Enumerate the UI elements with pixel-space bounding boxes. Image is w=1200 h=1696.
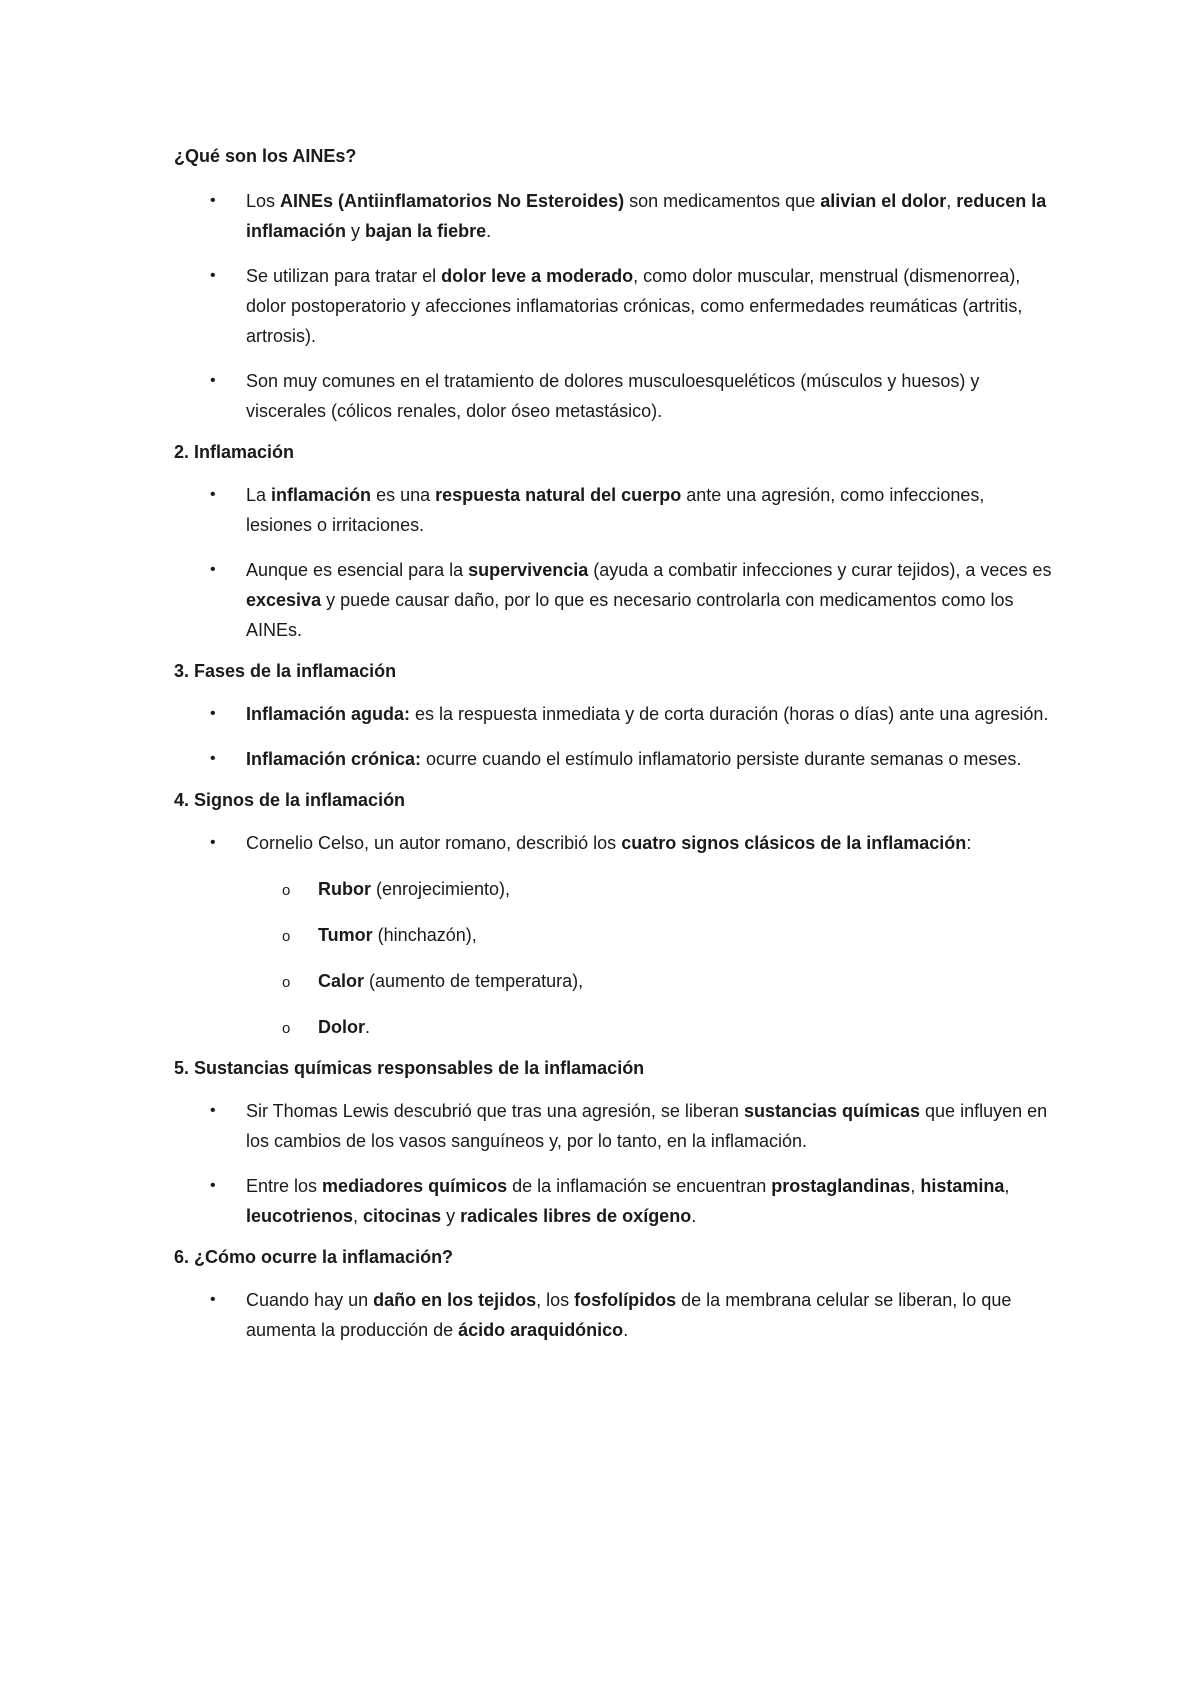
bullet-icon: • [210,1102,216,1119]
list-item: • Los AINEs (Antiinflamatorios No Esteroides) son medicamentos que alivian el dolor, reducen la inflamación y bajan la fiebre. [174,186,1054,246]
sub-list-item: o Tumor (hinchazón), [174,920,1054,950]
list-item: • Cuando hay un daño en los tejidos, los fosfolípidos de la membrana celular se liberan, lo que aumenta la producción de ácido araquidónico. [174,1285,1054,1345]
bullet-icon: • [210,486,216,503]
list-item: • Inflamación crónica: ocurre cuando el estímulo inflamatorio persiste durante semanas o meses. [174,744,1054,774]
bullet-icon: • [210,372,216,389]
bullet-list [174,1096,1054,1231]
bullet-list [174,828,1054,1042]
section-title: 4. Signos de la inflamación [174,790,406,810]
section-title: 5. Sustancias químicas responsables de la inflamación [174,1058,645,1078]
bullet-icon: • [210,192,216,209]
list-item: • Entre los mediadores químicos de la inflamación se encuentran prostaglandinas, histamina, leucotrienos, citocinas y radicales libres de oxígeno. [174,1171,1054,1231]
sub-list-item: o Dolor. [174,1012,1054,1042]
bullet-icon: • [210,750,216,767]
list-item: • La inflamación es una respuesta natural del cuerpo ante una agresión, como infecciones, lesiones o irritaciones. [174,480,1054,540]
sub-list [174,874,1054,1042]
list-item: • Cornelio Celso, un autor romano, describió los cuatro signos clásicos de la inflamación: o Rubor (enrojecimiento), o Tumor (hinchazón), o Calor (aumento de temperatura), o Dolor. [174,828,1054,1042]
bullet-icon: • [210,1177,216,1194]
list-item: • Se utilizan para tratar el dolor leve a moderado, como dolor muscular, menstrual (dismenorrea), dolor postoperatorio y afecciones inflamatorias crónicas, como enfermedades reumáticas (artritis, artrosis). [174,261,1054,351]
circle-bullet-icon: o [282,1020,291,1037]
circle-bullet-icon: o [282,882,291,899]
section-title: 3. Fases de la inflamación [174,661,397,681]
circle-bullet-icon: o [282,928,291,945]
sub-list-item: o Rubor (enrojecimiento), [174,874,1054,904]
section-title: ¿Qué son los AINEs? [174,146,357,166]
list-item: • Inflamación aguda: es la respuesta inmediata y de corta duración (horas o días) ante una agresión. [174,699,1054,729]
list-item: • Aunque es esencial para la supervivencia (ayuda a combatir infecciones y curar tejidos), a veces es excesiva y puede causar daño, por lo que es necesario controlarla con medicamentos como los AINEs. [174,555,1054,645]
sub-list-item: o Calor (aumento de temperatura), [174,966,1054,996]
bullet-icon: • [210,1291,216,1308]
bullet-icon: • [210,561,216,578]
circle-bullet-icon: o [282,974,291,991]
bullet-list [174,699,1054,774]
bullet-list [174,480,1054,645]
bullet-list [174,1285,1054,1345]
section-title: 6. ¿Cómo ocurre la inflamación? [174,1247,454,1267]
bullet-list [174,186,1054,426]
bullet-icon: • [210,705,216,722]
bullet-icon: • [210,834,216,851]
list-item: • Son muy comunes en el tratamiento de dolores musculoesqueléticos (músculos y huesos) y viscerales (cólicos renales, dolor óseo metastásico). [174,366,1054,426]
document-body [174,144,1054,1345]
list-item: • Sir Thomas Lewis descubrió que tras una agresión, se liberan sustancias químicas que influyen en los cambios de los vasos sanguíneos y, por lo tanto, en la inflamación. [174,1096,1054,1156]
bullet-icon: • [210,267,216,284]
section-title: 2. Inflamación [174,442,295,462]
